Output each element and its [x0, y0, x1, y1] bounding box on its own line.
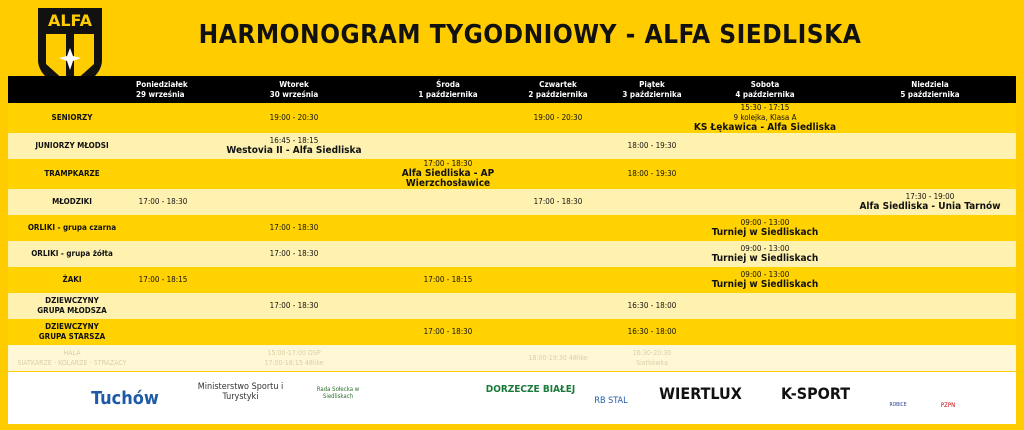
table-row [8, 293, 1016, 319]
schedule-cell [844, 241, 1016, 267]
schedule-cell: 19:00 - 20:30 [190, 103, 398, 133]
schedule-cell [136, 215, 190, 241]
schedule-cell: 18:00 - 19:30 [618, 133, 686, 159]
day-header: Piątek 3 października [618, 76, 686, 103]
schedule-cell: 09:00 - 13:00 Turniej w Siedliskach [686, 215, 844, 241]
sponsor-logo: WIERTLUX [659, 384, 742, 403]
schedule-cell [844, 267, 1016, 293]
schedule-cell: 16:30-20:30 Siatkówka [618, 345, 686, 371]
day-header: Niedziela 5 października [844, 76, 1016, 103]
sponsor-logo: DORZECZE BIAŁEJ [485, 384, 576, 395]
schedule-cell: 18:00-19:30 48like [498, 345, 618, 371]
schedule-cell [844, 293, 1016, 319]
schedule-cell [498, 241, 618, 267]
schedule-cell [190, 159, 398, 189]
schedule-cell [398, 345, 498, 371]
schedule-cell: 09:00 - 13:00 Turniej w Siedliskach [686, 267, 844, 293]
schedule-cell [398, 189, 498, 215]
schedule-cell [398, 133, 498, 159]
schedule-cell [844, 215, 1016, 241]
page-title: HARMONOGRAM TYGODNIOWY - ALFA SIEDLISKA [198, 20, 862, 50]
team-label: SENIORZY [8, 103, 136, 133]
table-row [8, 159, 1016, 189]
schedule-cell [618, 241, 686, 267]
schedule-cell [844, 103, 1016, 133]
schedule-cell: 15:30 - 17:15 9 kolejka, Klasa A KS Łękawica - Alfa Siedliska [686, 103, 844, 133]
team-label: TRAMPKARZE [8, 159, 136, 189]
day-header: Czwartek 2 października [498, 76, 618, 103]
schedule-cell: 17:00 - 18:30 [398, 319, 498, 345]
team-label: JUNIORZY MŁODSI [8, 133, 136, 159]
schedule-cell [686, 159, 844, 189]
schedule-cell: 17:00 - 18:30 [136, 189, 190, 215]
team-label: ORLIKI - grupa żółta [8, 241, 136, 267]
table-row [8, 133, 1016, 159]
schedule-cell [844, 319, 1016, 345]
table-row [8, 319, 1016, 345]
team-label: ORLIKI - grupa czarna [8, 215, 136, 241]
schedule-cell [618, 189, 686, 215]
sponsor-logo: Tuchów [91, 388, 159, 409]
schedule-cell [190, 267, 398, 293]
team-label: HALA SIATKARZE - KOLARZE - STRAŻACY [8, 345, 136, 371]
table-row [8, 345, 1016, 371]
schedule-cell: 17:00 - 18:15 [136, 267, 190, 293]
team-label: DZIEWCZYNY GRUPA MŁODSZA [8, 293, 136, 319]
schedule-cell [136, 319, 190, 345]
day-header: Sobota 4 października [686, 76, 844, 103]
schedule-cell: 18:00 - 19:30 [618, 159, 686, 189]
schedule-cell [190, 319, 398, 345]
schedule-cell: 17:00 - 18:30 [190, 241, 398, 267]
schedule-cell [618, 215, 686, 241]
sponsor-logo: Rada Sołecka w Siedliskach [316, 386, 360, 400]
day-header: Wtorek 30 września [190, 76, 398, 103]
schedule-cell [686, 345, 844, 371]
schedule-cell [498, 159, 618, 189]
schedule-cell [618, 103, 686, 133]
schedule-cell: 17:00 - 18:30 Alfa Siedliska - AP Wierzchosławice [398, 159, 498, 189]
day-header: Poniedziałek 29 września [136, 76, 190, 103]
sponsor-logo: ROBICE [889, 402, 907, 408]
schedule-cell [618, 267, 686, 293]
table-row [8, 189, 1016, 215]
schedule-cell [136, 241, 190, 267]
schedule-cell [136, 159, 190, 189]
team-label: DZIEWCZYNY GRUPA STARSZA [8, 319, 136, 345]
schedule-cell: 17:00 - 18:30 [190, 293, 398, 319]
table-row [8, 103, 1016, 133]
schedule-cell [136, 103, 190, 133]
schedule-cell [398, 215, 498, 241]
table-row [8, 215, 1016, 241]
sponsor-footer [8, 372, 1016, 424]
schedule-cell [498, 319, 618, 345]
schedule-cell [398, 241, 498, 267]
crest-text: ALFA [47, 11, 93, 30]
team-label: MŁODZIKI [8, 189, 136, 215]
sponsor-logo: Ministerstwo Sportu i Turystyki [197, 382, 284, 402]
schedule-cell [844, 345, 1016, 371]
schedule-cell: 17:30 - 19:00 Alfa Siedliska - Unia Tarnów [844, 189, 1016, 215]
schedule-cell: 17:00 - 18:30 [498, 189, 618, 215]
schedule-cell [136, 133, 190, 159]
schedule-cell [498, 293, 618, 319]
schedule-cell: 16:30 - 18:00 [618, 293, 686, 319]
schedule-table [8, 76, 1016, 372]
schedule-cell [190, 189, 398, 215]
schedule-cell: 16:30 - 18:00 [618, 319, 686, 345]
day-header: Środa 1 października [398, 76, 498, 103]
schedule-cell: 15:00-17:00 OSP 17:00-18:15 48like [190, 345, 398, 371]
schedule-cell [398, 103, 498, 133]
schedule-cell [498, 267, 618, 293]
schedule-cell [686, 293, 844, 319]
schedule-cell [498, 133, 618, 159]
schedule-cell [844, 133, 1016, 159]
schedule-cell [136, 345, 190, 371]
table-row [8, 267, 1016, 293]
schedule-cell [686, 189, 844, 215]
schedule-cell [398, 293, 498, 319]
sponsor-logo: RB STAL [594, 396, 628, 406]
table-row [8, 241, 1016, 267]
schedule-cell: 09:00 - 13:00 Turniej w Siedliskach [686, 241, 844, 267]
schedule-cell: 17:00 - 18:30 [190, 215, 398, 241]
sponsor-logo: PZPN [940, 402, 956, 409]
schedule-cell: 16:45 - 18:15 Westovia II - Alfa Siedliska [190, 133, 398, 159]
schedule-cell [844, 159, 1016, 189]
schedule-cell [136, 293, 190, 319]
schedule-cell [498, 215, 618, 241]
header-empty [8, 76, 136, 103]
schedule-cell: 17:00 - 18:15 [398, 267, 498, 293]
schedule-cell [686, 133, 844, 159]
schedule-cell: 19:00 - 20:30 [498, 103, 618, 133]
sponsor-logo: K-SPORT [780, 384, 851, 403]
schedule-cell [686, 319, 844, 345]
team-label: ŻAKI [8, 267, 136, 293]
